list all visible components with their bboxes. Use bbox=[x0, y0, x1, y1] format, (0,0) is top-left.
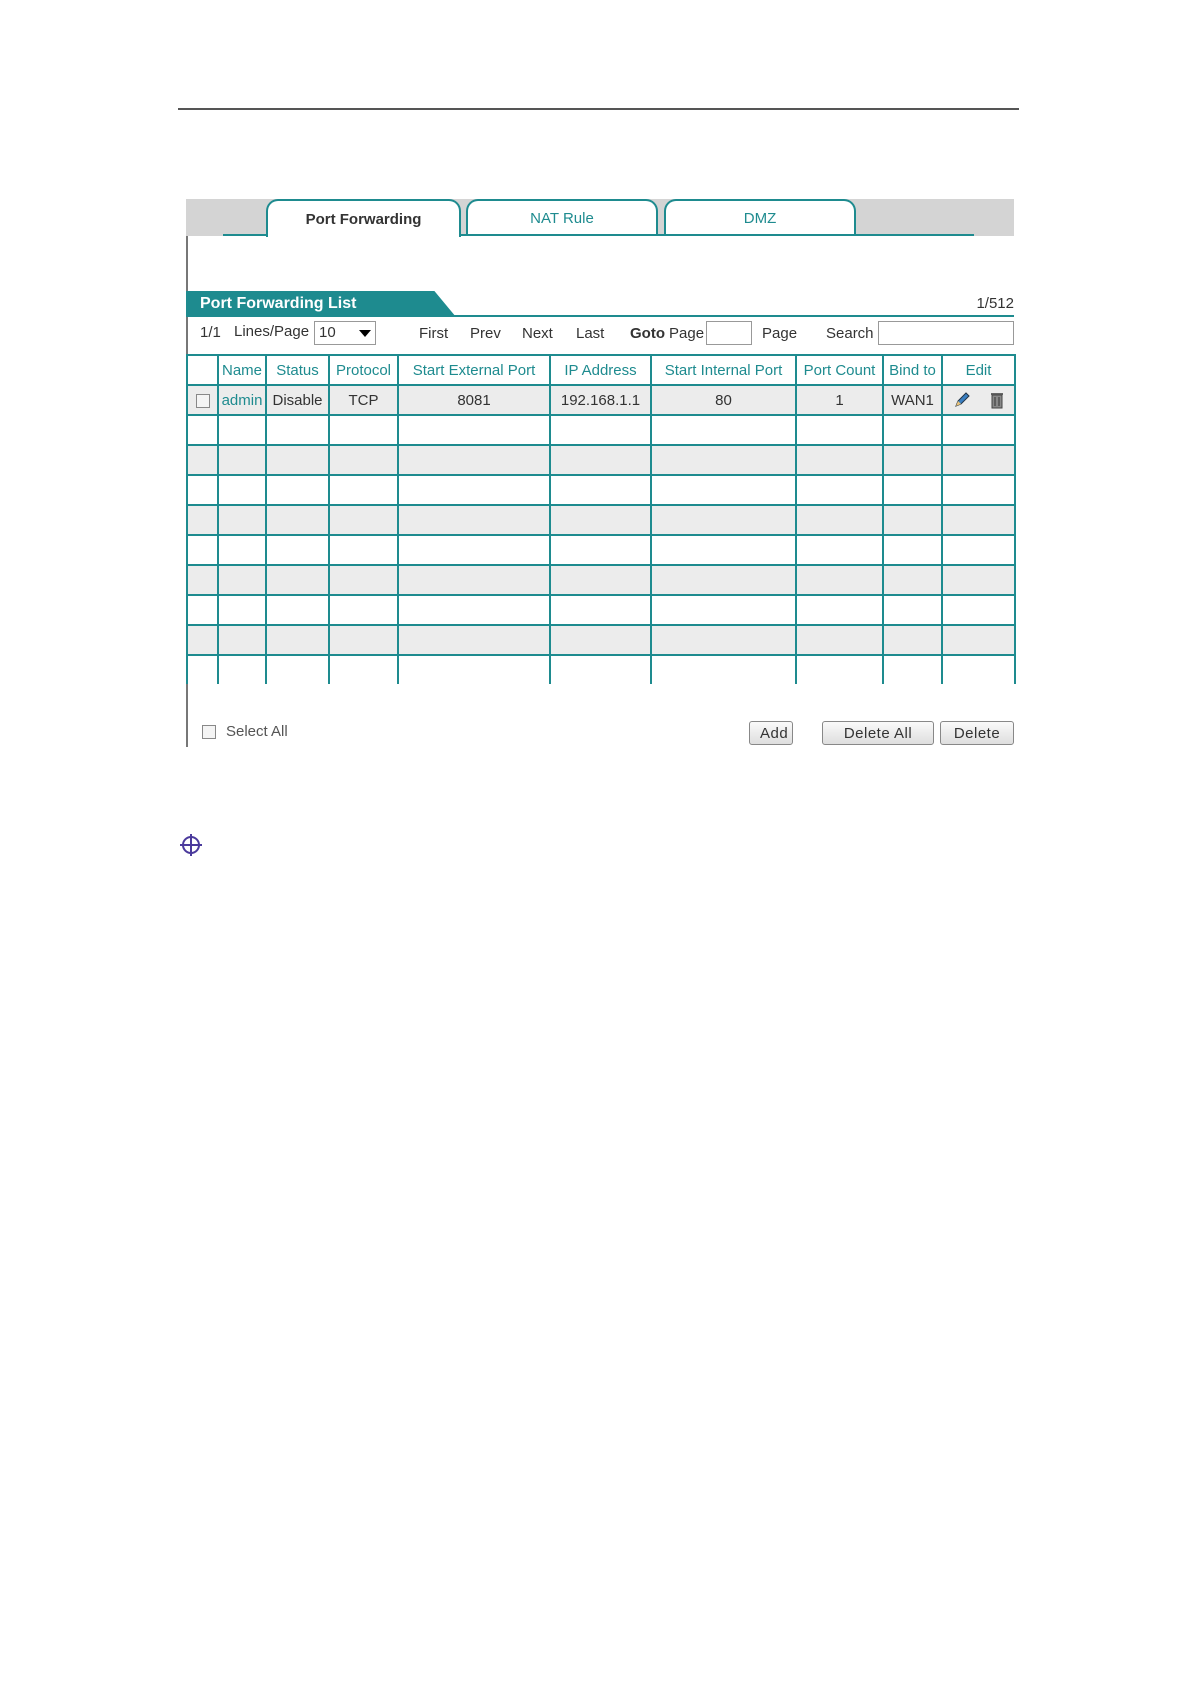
table-row-empty bbox=[187, 505, 1015, 535]
column-header-protocol[interactable]: Protocol bbox=[329, 355, 398, 385]
row-start-internal-port: 80 bbox=[651, 385, 796, 415]
list-footer bbox=[186, 719, 1014, 747]
table-row-empty bbox=[187, 535, 1015, 565]
table-row-empty bbox=[187, 655, 1015, 684]
top-rule bbox=[178, 108, 1019, 110]
row-ip-address: 192.168.1.1 bbox=[550, 385, 651, 415]
column-header-bind-to[interactable]: Bind to bbox=[883, 355, 942, 385]
table-row-empty bbox=[187, 565, 1015, 595]
row-edit-cell bbox=[942, 385, 1015, 415]
tab-port-forwarding[interactable]: Port Forwarding bbox=[266, 199, 461, 237]
prev-page-link[interactable]: Prev bbox=[470, 325, 501, 342]
pagination-toolbar bbox=[186, 319, 1014, 351]
column-header-edit: Edit bbox=[942, 355, 1015, 385]
lines-per-page-label: Lines/Page bbox=[234, 323, 310, 340]
table-row-empty bbox=[187, 625, 1015, 655]
search-label: Search bbox=[826, 325, 874, 342]
page-label: Page bbox=[762, 325, 798, 342]
add-button[interactable]: Add bbox=[749, 721, 793, 745]
table-row-empty bbox=[187, 475, 1015, 505]
row-port-count: 1 bbox=[796, 385, 883, 415]
row-select-cell bbox=[187, 385, 218, 415]
lines-per-page-value: 10 bbox=[319, 324, 336, 341]
goto-page-label: Page bbox=[669, 325, 705, 342]
lines-per-page-select[interactable] bbox=[314, 321, 376, 345]
row-checkbox[interactable] bbox=[196, 394, 210, 408]
list-header bbox=[186, 291, 486, 317]
pencil-icon[interactable] bbox=[953, 391, 971, 409]
column-header-name[interactable]: Name bbox=[218, 355, 266, 385]
select-all-label: Select All bbox=[226, 723, 288, 740]
row-protocol: TCP bbox=[329, 385, 398, 415]
select-all-control[interactable] bbox=[202, 723, 288, 740]
goto-page-input[interactable] bbox=[706, 321, 752, 345]
goto-label: Goto bbox=[630, 325, 665, 342]
column-header-start-external-port[interactable]: Start External Port bbox=[398, 355, 550, 385]
table-row-empty bbox=[187, 415, 1015, 445]
row-status: Disable bbox=[266, 385, 329, 415]
port-forwarding-panel bbox=[186, 199, 1014, 747]
search-input[interactable] bbox=[878, 321, 1014, 345]
tab-dmz[interactable]: DMZ bbox=[664, 199, 856, 235]
row-start-external-port: 8081 bbox=[398, 385, 550, 415]
delete-button[interactable]: Delete bbox=[940, 721, 1014, 745]
dropdown-arrow-icon bbox=[359, 330, 371, 337]
tab-nat-rule[interactable]: NAT Rule bbox=[466, 199, 658, 235]
last-page-link[interactable]: Last bbox=[576, 325, 605, 342]
page-info: 1/1 bbox=[200, 324, 221, 341]
entry-count: 1/512 bbox=[976, 295, 1014, 312]
table-header-row bbox=[187, 355, 1015, 385]
delete-all-button[interactable]: Delete All bbox=[822, 721, 934, 745]
next-page-link[interactable]: Next bbox=[522, 325, 553, 342]
column-header-port-count[interactable]: Port Count bbox=[796, 355, 883, 385]
table-row bbox=[187, 385, 1015, 415]
column-header-start-internal-port[interactable]: Start Internal Port bbox=[651, 355, 796, 385]
crosshair-icon bbox=[179, 833, 203, 857]
row-bind-to: WAN1 bbox=[883, 385, 942, 415]
table-row-empty bbox=[187, 595, 1015, 625]
select-all-checkbox[interactable] bbox=[202, 725, 216, 739]
first-page-link[interactable]: First bbox=[419, 325, 449, 342]
row-name[interactable]: admin bbox=[218, 385, 266, 415]
list-title: Port Forwarding List bbox=[200, 295, 357, 312]
column-header-status[interactable]: Status bbox=[266, 355, 329, 385]
table-row-empty bbox=[187, 445, 1015, 475]
trash-icon[interactable] bbox=[990, 391, 1004, 409]
port-forwarding-table bbox=[186, 354, 1016, 684]
column-header-ip-address[interactable]: IP Address bbox=[550, 355, 651, 385]
tab-bar bbox=[186, 199, 1014, 236]
column-header-select bbox=[187, 355, 218, 385]
